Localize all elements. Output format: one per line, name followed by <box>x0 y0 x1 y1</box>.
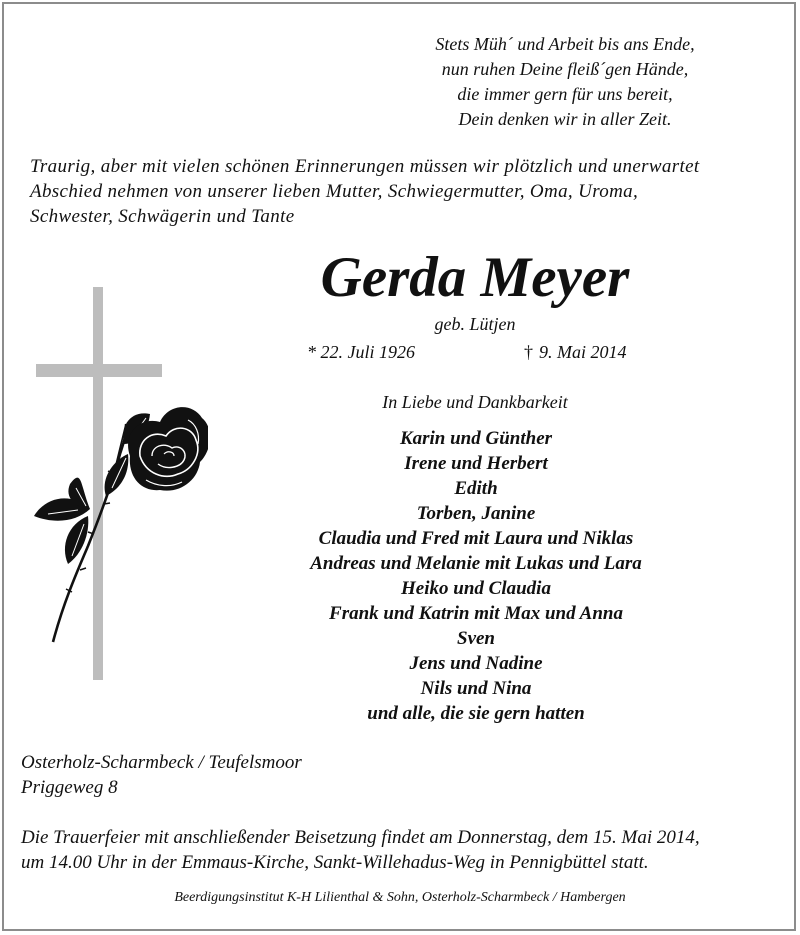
birth-date: * 22. Juli 1926 <box>307 342 415 362</box>
mourner-line: Karin und Günther <box>399 428 553 449</box>
address-line: Priggeweg 8 <box>21 777 118 798</box>
mourner-line: Irene und Herbert <box>404 453 548 474</box>
death-date-line <box>524 341 627 363</box>
poem-verse <box>360 32 770 132</box>
cross-with-rose <box>28 284 208 684</box>
mourner-line: Andreas und Melanie mit Lukas und Lara <box>310 553 642 574</box>
mourners-list <box>250 426 702 726</box>
poem-line: nun ruhen Deine fleiß´gen Hände, <box>441 59 689 79</box>
funeral-home-credit: Beerdigungsinstitut K-H Lilienthal & Sohn, Osterholz-Scharmbeck / Hambergen <box>174 890 626 905</box>
mourner-line: und alle, die sie gern hatten <box>367 703 585 724</box>
maiden-name: geb. Lütjen <box>434 314 516 334</box>
death-cross-icon: † <box>524 342 533 362</box>
mourner-line: Jens und Nadine <box>409 653 543 674</box>
rose-icon <box>34 407 208 642</box>
mourner-line: Frank und Katrin mit Max und Anna <box>329 603 623 624</box>
mourner-line: Edith <box>454 478 498 499</box>
address-line: Osterholz-Scharmbeck / Teufelsmoor <box>21 752 302 773</box>
poem-line: Stets Müh´ und Arbeit bis ans Ende, <box>435 34 695 54</box>
intro-line: Schwester, Schwägerin und Tante <box>30 206 295 227</box>
mourners-heading: In Liebe und Dankbarkeit <box>382 392 568 412</box>
mourner-line: Sven <box>457 628 495 649</box>
service-line: Die Trauerfeier mit anschließender Beisetzung findet am Donnerstag, dem 15. Mai 2014, <box>21 827 700 848</box>
death-date: 9. Mai 2014 <box>539 342 627 362</box>
intro-line: Traurig, aber mit vielen schönen Erinnerungen müssen wir plötzlich und unerwartet <box>30 156 700 177</box>
cross-icon <box>28 284 208 684</box>
service-line: um 14.00 Uhr in der Emmaus-Kirche, Sankt-Willehadus-Weg in Pennigbüttel statt. <box>21 852 649 873</box>
mourner-line: Heiko und Claudia <box>401 578 551 599</box>
funeral-service-info <box>21 825 781 875</box>
family-address <box>21 750 421 800</box>
mourner-line: Nils und Nina <box>420 678 532 699</box>
mourner-line: Claudia und Fred mit Laura und Niklas <box>318 528 634 549</box>
mourner-line: Torben, Janine <box>416 503 536 524</box>
intro-text <box>30 154 790 229</box>
poem-line: die immer gern für uns bereit, <box>457 84 673 104</box>
poem-line: Dein denken wir in aller Zeit. <box>458 109 672 129</box>
intro-line: Abschied nehmen von unserer lieben Mutter, Schwiegermutter, Oma, Uroma, <box>30 181 639 202</box>
deceased-name: Gerda Meyer <box>320 246 630 309</box>
